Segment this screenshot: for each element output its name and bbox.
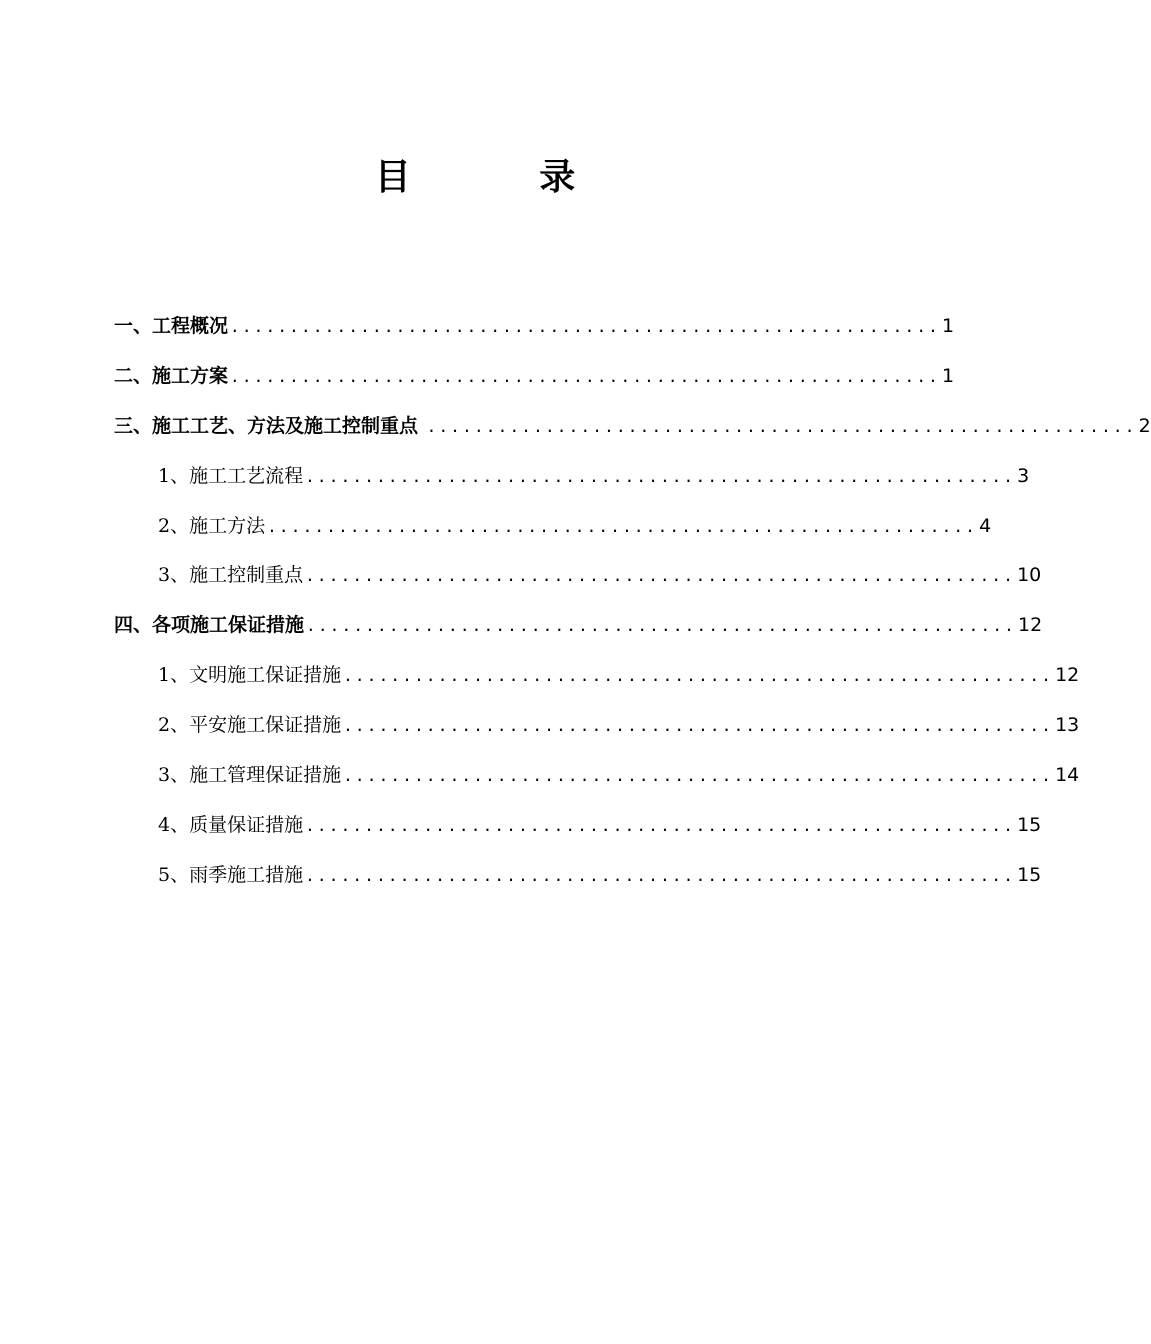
toc-entry-1[interactable] [114,308,955,344]
toc-entry-4[interactable] [114,607,1043,643]
toc-entry-3-3[interactable] [158,557,1042,593]
toc-leader-dots: ............................................................ [305,816,1016,835]
toc-entry-4-3[interactable] [158,757,1080,793]
toc-entry-label: 2、平安施工保证措施 [158,714,342,736]
toc-entry-3-2[interactable] [158,508,992,544]
toc-entry-3[interactable] [114,408,1151,444]
toc-page-number: 10 [1017,564,1042,586]
toc-page-number: 15 [1017,864,1042,886]
toc-page-number: 3 [1017,465,1030,487]
toc-entry-label: 5、雨季施工措施 [158,864,304,886]
toc-leader-dots: ............................................................ [267,517,978,536]
toc-entry-label: 4、质量保证措施 [158,814,304,836]
toc-page-number: 1 [941,365,955,387]
toc-entry-label: 四、各项施工保证措施 [114,614,305,636]
toc-leader-dots: ............................................................ [305,566,1016,585]
toc-entry-label: 一、工程概况 [114,315,229,337]
toc-leader-dots: ............................................................ [343,716,1054,735]
toc-page-number: 13 [1055,714,1080,736]
toc-page-number: 12 [1055,664,1080,686]
toc-leader-dots: ............................................................ [426,417,1137,436]
toc-page-number: 14 [1055,764,1080,786]
toc-leader-dots: ............................................................ [230,317,940,336]
toc-leader-dots: ............................................................ [230,367,940,386]
toc-page-number: 12 [1017,614,1043,636]
page-title: 目 录 [374,157,634,198]
toc-entry-label: 2、施工方法 [158,515,266,537]
toc-page-number: 4 [979,515,992,537]
toc-entry-4-1[interactable] [158,657,1080,693]
toc-leader-dots: ............................................................ [306,616,1016,635]
toc-leader-dots: ............................................................ [305,866,1016,885]
toc-entry-4-5[interactable] [158,857,1042,893]
toc-entry-4-2[interactable] [158,707,1080,743]
toc-page-number: 2 [1138,415,1151,437]
toc-page-number: 15 [1017,814,1042,836]
toc-leader-dots: ............................................................ [305,467,1016,486]
toc-entry-label: 3、施工管理保证措施 [158,764,342,786]
toc-entry-3-1[interactable] [158,458,1030,494]
toc-page-number: 1 [941,315,955,337]
toc-entry-label: 3、施工控制重点 [158,564,304,586]
toc-entry-label: 1、文明施工保证措施 [158,664,342,686]
toc-entry-label: 三、施工工艺、方法及施工控制重点 [114,415,425,437]
toc-leader-dots: ............................................................ [343,666,1054,685]
toc-entry-label: 二、施工方案 [114,365,229,387]
toc-leader-dots: ............................................................ [343,766,1054,785]
toc-entry-4-4[interactable] [158,807,1042,843]
toc-entry-label: 1、施工工艺流程 [158,465,304,487]
toc-entry-2[interactable] [114,358,955,394]
